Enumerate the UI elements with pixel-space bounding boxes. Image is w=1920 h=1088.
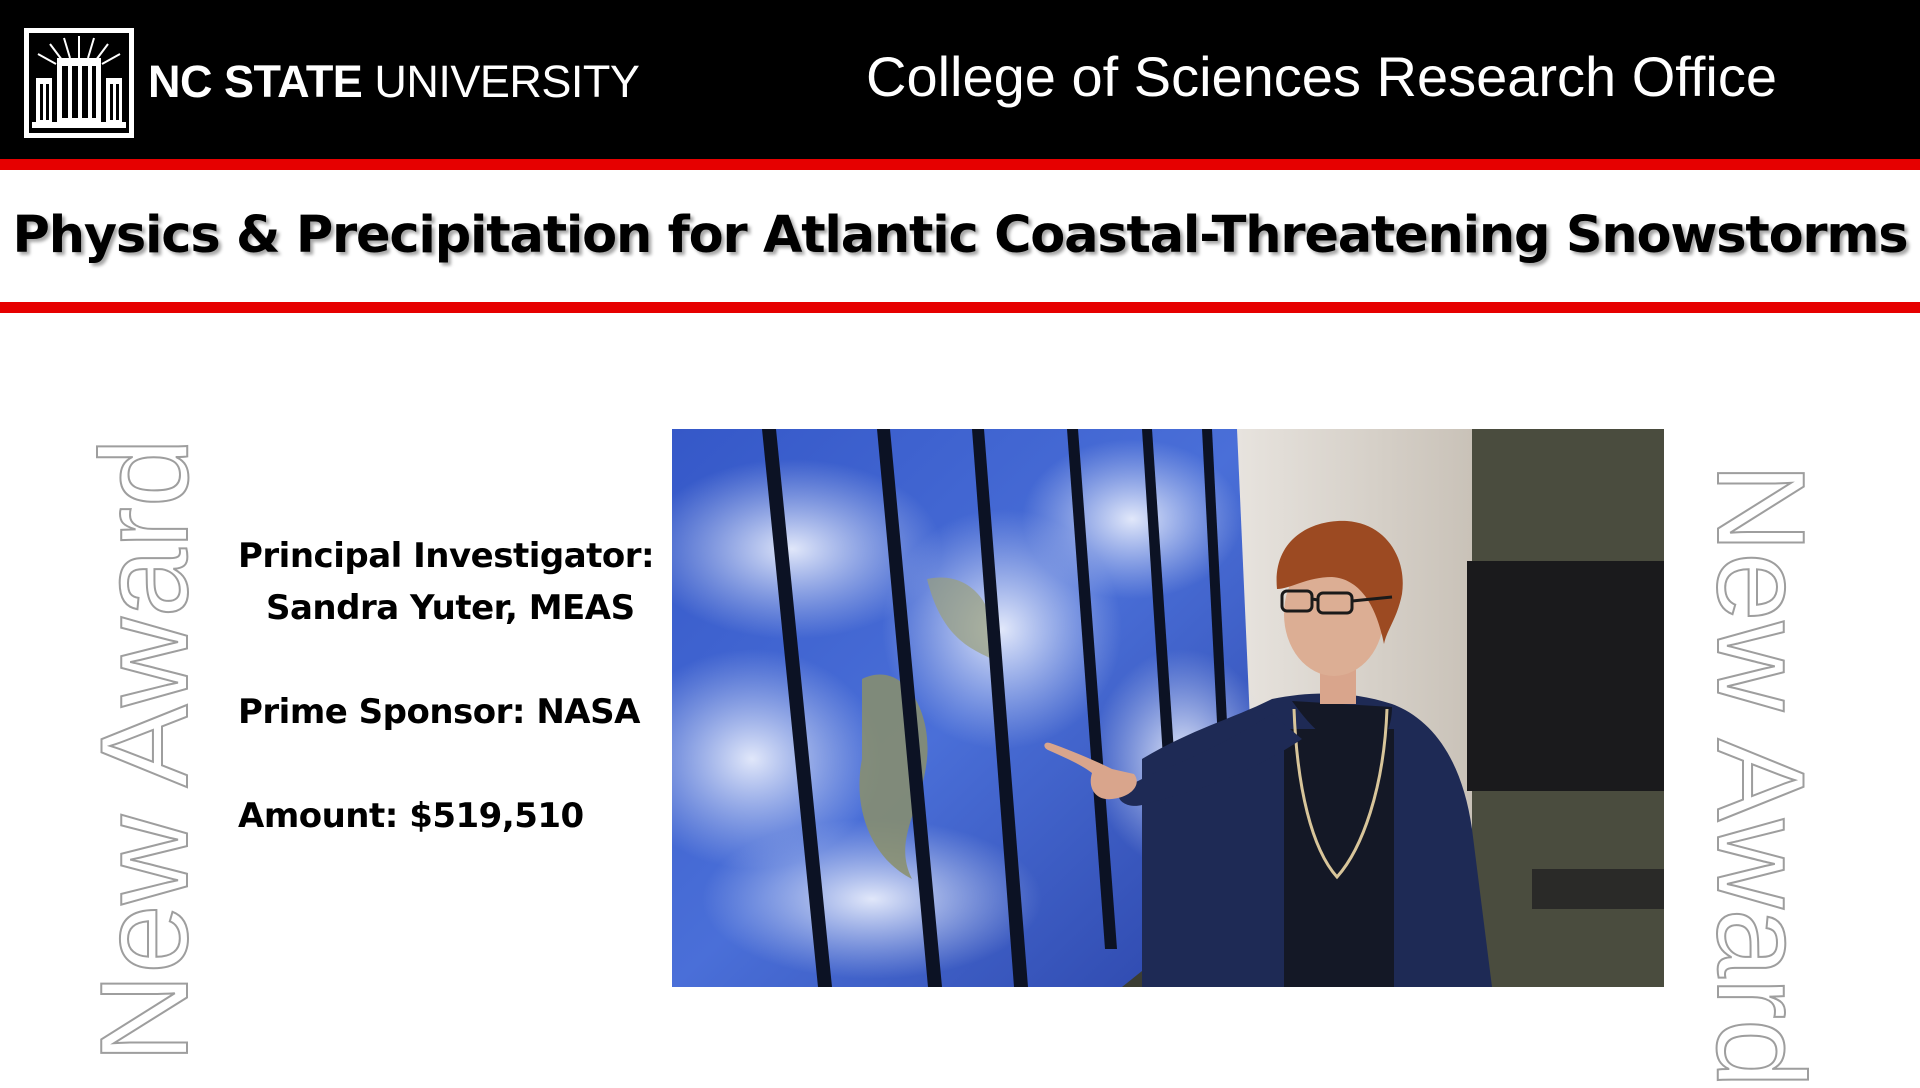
prime-sponsor: Prime Sponsor: NASA [238,692,640,732]
brand-bold: NC STATE [148,56,363,107]
header-banner [0,0,1920,159]
new-award-label-right: New Award [1691,463,1829,1088]
new-award-label-left: New Award [76,438,214,1063]
researcher-photo [672,429,1664,987]
award-amount: Amount: $519,510 [238,796,584,836]
pi-name: Sandra Yuter, MEAS [266,588,635,628]
title-band [0,170,1920,300]
university-logo-icon [24,28,134,138]
brand-regular: UNIVERSITY [362,56,640,107]
accent-bar-bottom [0,302,1920,313]
researcher-photo-illustration [672,429,1664,987]
office-title: College of Sciences Research Office [866,45,1777,108]
accent-bar-top [0,159,1920,170]
slide-title: Physics & Precipitation for Atlantic Coastal-Threatening Snowstorms [12,205,1908,265]
award-info [238,530,658,842]
university-wordmark [148,52,639,112]
pi-label: Principal Investigator: [238,536,655,576]
